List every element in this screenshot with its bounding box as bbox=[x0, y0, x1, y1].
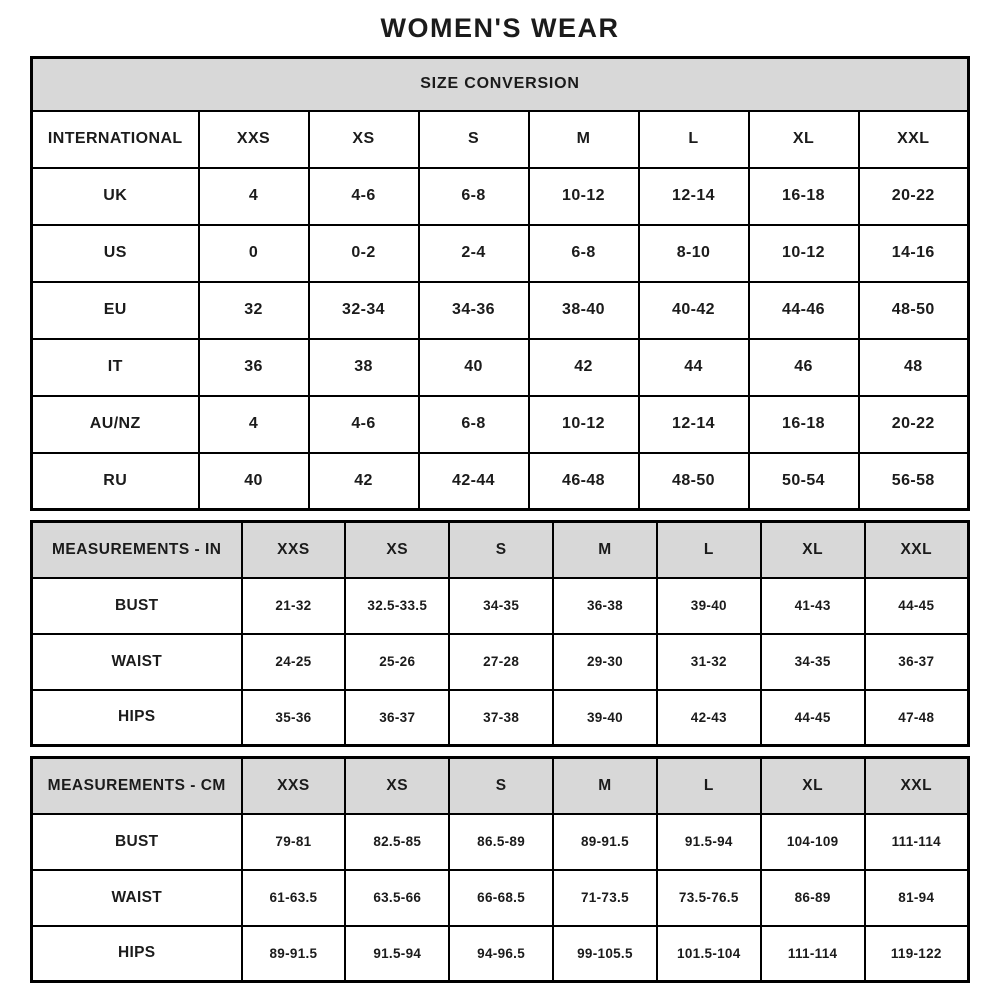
size-value-cell: 41-43 bbox=[761, 578, 865, 634]
size-value-cell: 48-50 bbox=[639, 453, 749, 510]
size-value-cell: 73.5-76.5 bbox=[657, 870, 761, 926]
size-value-cell: 16-18 bbox=[749, 396, 859, 453]
size-value-cell: 111-114 bbox=[761, 926, 865, 982]
size-value-cell: 2-4 bbox=[419, 225, 529, 282]
size-value-cell: 56-58 bbox=[859, 453, 969, 510]
row-label: HIPS bbox=[32, 690, 242, 746]
size-column-header: L bbox=[657, 758, 761, 814]
row-label: RU bbox=[32, 453, 199, 510]
size-value-cell: 79-81 bbox=[242, 814, 346, 870]
size-column-header: XXS bbox=[199, 111, 309, 168]
table-row bbox=[32, 453, 969, 510]
size-value-cell: 44-45 bbox=[761, 690, 865, 746]
table-row bbox=[32, 225, 969, 282]
size-column-header: S bbox=[419, 111, 529, 168]
size-value-cell: 91.5-94 bbox=[345, 926, 449, 982]
size-value-cell: 36-38 bbox=[553, 578, 657, 634]
row-label: US bbox=[32, 225, 199, 282]
size-value-cell: 10-12 bbox=[749, 225, 859, 282]
size-value-cell: 44 bbox=[639, 339, 749, 396]
size-column-header: XL bbox=[749, 111, 859, 168]
size-value-cell: 40 bbox=[199, 453, 309, 510]
table-title: MEASUREMENTS - IN bbox=[32, 522, 242, 578]
size-column-header: XL bbox=[761, 522, 865, 578]
size-value-cell: 47-48 bbox=[865, 690, 969, 746]
size-value-cell: 4 bbox=[199, 168, 309, 225]
size-value-cell: 119-122 bbox=[865, 926, 969, 982]
size-value-cell: 48-50 bbox=[859, 282, 969, 339]
size-value-cell: 46 bbox=[749, 339, 859, 396]
size-column-header: M bbox=[553, 522, 657, 578]
size-value-cell: 34-36 bbox=[419, 282, 529, 339]
size-column-header: XL bbox=[761, 758, 865, 814]
size-column-header: M bbox=[553, 758, 657, 814]
size-value-cell: 101.5-104 bbox=[657, 926, 761, 982]
measurements-cm-table bbox=[30, 756, 970, 983]
row-label: AU/NZ bbox=[32, 396, 199, 453]
size-column-header: L bbox=[639, 111, 749, 168]
size-value-cell: 32.5-33.5 bbox=[345, 578, 449, 634]
size-value-cell: 89-91.5 bbox=[242, 926, 346, 982]
table-row bbox=[32, 870, 969, 926]
size-value-cell: 0 bbox=[199, 225, 309, 282]
size-column-header: M bbox=[529, 111, 639, 168]
size-value-cell: 32-34 bbox=[309, 282, 419, 339]
size-value-cell: 4-6 bbox=[309, 396, 419, 453]
table-row bbox=[32, 634, 969, 690]
size-value-cell: 38 bbox=[309, 339, 419, 396]
size-value-cell: 42-44 bbox=[419, 453, 529, 510]
size-value-cell: 35-36 bbox=[242, 690, 346, 746]
size-value-cell: 4 bbox=[199, 396, 309, 453]
size-value-cell: 40 bbox=[419, 339, 529, 396]
size-value-cell: 86.5-89 bbox=[449, 814, 553, 870]
size-value-cell: 38-40 bbox=[529, 282, 639, 339]
size-value-cell: 42 bbox=[529, 339, 639, 396]
table-row bbox=[32, 339, 969, 396]
size-value-cell: 89-91.5 bbox=[553, 814, 657, 870]
table-row bbox=[32, 168, 969, 225]
size-value-cell: 94-96.5 bbox=[449, 926, 553, 982]
size-column-header: S bbox=[449, 758, 553, 814]
size-column-header: L bbox=[657, 522, 761, 578]
table-row bbox=[32, 396, 969, 453]
row-label: BUST bbox=[32, 814, 242, 870]
row-label: HIPS bbox=[32, 926, 242, 982]
size-value-cell: 20-22 bbox=[859, 168, 969, 225]
size-value-cell: 29-30 bbox=[553, 634, 657, 690]
size-conversion-table bbox=[30, 56, 970, 511]
size-value-cell: 71-73.5 bbox=[553, 870, 657, 926]
size-value-cell: 20-22 bbox=[859, 396, 969, 453]
size-value-cell: 46-48 bbox=[529, 453, 639, 510]
size-value-cell: 27-28 bbox=[449, 634, 553, 690]
size-value-cell: 39-40 bbox=[657, 578, 761, 634]
table-row bbox=[32, 814, 969, 870]
table-row bbox=[32, 690, 969, 746]
size-value-cell: 24-25 bbox=[242, 634, 346, 690]
size-value-cell: 82.5-85 bbox=[345, 814, 449, 870]
size-value-cell: 42-43 bbox=[657, 690, 761, 746]
page-title: WOMEN'S WEAR bbox=[380, 13, 620, 43]
row-label: IT bbox=[32, 339, 199, 396]
size-value-cell: 37-38 bbox=[449, 690, 553, 746]
size-value-cell: 25-26 bbox=[345, 634, 449, 690]
table-row bbox=[32, 578, 969, 634]
size-column-header: XXS bbox=[242, 522, 346, 578]
size-value-cell: 10-12 bbox=[529, 168, 639, 225]
size-value-cell: 6-8 bbox=[529, 225, 639, 282]
table-title: MEASUREMENTS - CM bbox=[32, 758, 242, 814]
size-column-header: XS bbox=[345, 758, 449, 814]
size-value-cell: 4-6 bbox=[309, 168, 419, 225]
size-column-header: S bbox=[449, 522, 553, 578]
size-value-cell: 39-40 bbox=[553, 690, 657, 746]
size-value-cell: 6-8 bbox=[419, 168, 529, 225]
table-row bbox=[32, 282, 969, 339]
size-value-cell: 32 bbox=[199, 282, 309, 339]
measurements-in-table bbox=[30, 520, 970, 747]
size-value-cell: 14-16 bbox=[859, 225, 969, 282]
size-value-cell: 0-2 bbox=[309, 225, 419, 282]
size-value-cell: 48 bbox=[859, 339, 969, 396]
size-value-cell: 21-32 bbox=[242, 578, 346, 634]
size-value-cell: 66-68.5 bbox=[449, 870, 553, 926]
corner-header: INTERNATIONAL bbox=[32, 111, 199, 168]
size-value-cell: 81-94 bbox=[865, 870, 969, 926]
column-header-row bbox=[32, 522, 969, 578]
table-row bbox=[32, 926, 969, 982]
column-header-row bbox=[32, 111, 969, 168]
size-column-header: XS bbox=[309, 111, 419, 168]
row-label: BUST bbox=[32, 578, 242, 634]
size-column-header: XXS bbox=[242, 758, 346, 814]
size-value-cell: 40-42 bbox=[639, 282, 749, 339]
size-value-cell: 31-32 bbox=[657, 634, 761, 690]
size-value-cell: 50-54 bbox=[749, 453, 859, 510]
size-value-cell: 86-89 bbox=[761, 870, 865, 926]
row-label: WAIST bbox=[32, 634, 242, 690]
size-value-cell: 104-109 bbox=[761, 814, 865, 870]
row-label: UK bbox=[32, 168, 199, 225]
size-value-cell: 44-45 bbox=[865, 578, 969, 634]
size-value-cell: 91.5-94 bbox=[657, 814, 761, 870]
size-value-cell: 12-14 bbox=[639, 168, 749, 225]
table-title: SIZE CONVERSION bbox=[32, 58, 969, 111]
size-value-cell: 111-114 bbox=[865, 814, 969, 870]
size-value-cell: 63.5-66 bbox=[345, 870, 449, 926]
size-value-cell: 16-18 bbox=[749, 168, 859, 225]
size-value-cell: 34-35 bbox=[761, 634, 865, 690]
row-label: EU bbox=[32, 282, 199, 339]
size-value-cell: 42 bbox=[309, 453, 419, 510]
size-value-cell: 8-10 bbox=[639, 225, 749, 282]
row-label: WAIST bbox=[32, 870, 242, 926]
size-value-cell: 44-46 bbox=[749, 282, 859, 339]
table-title-row bbox=[32, 58, 969, 111]
column-header-row bbox=[32, 758, 969, 814]
size-value-cell: 12-14 bbox=[639, 396, 749, 453]
size-value-cell: 36 bbox=[199, 339, 309, 396]
size-value-cell: 36-37 bbox=[345, 690, 449, 746]
size-column-header: XXL bbox=[865, 758, 969, 814]
size-value-cell: 36-37 bbox=[865, 634, 969, 690]
size-column-header: XXL bbox=[865, 522, 969, 578]
size-column-header: XXL bbox=[859, 111, 969, 168]
size-value-cell: 10-12 bbox=[529, 396, 639, 453]
size-value-cell: 6-8 bbox=[419, 396, 529, 453]
size-value-cell: 61-63.5 bbox=[242, 870, 346, 926]
size-value-cell: 34-35 bbox=[449, 578, 553, 634]
size-column-header: XS bbox=[345, 522, 449, 578]
size-value-cell: 99-105.5 bbox=[553, 926, 657, 982]
